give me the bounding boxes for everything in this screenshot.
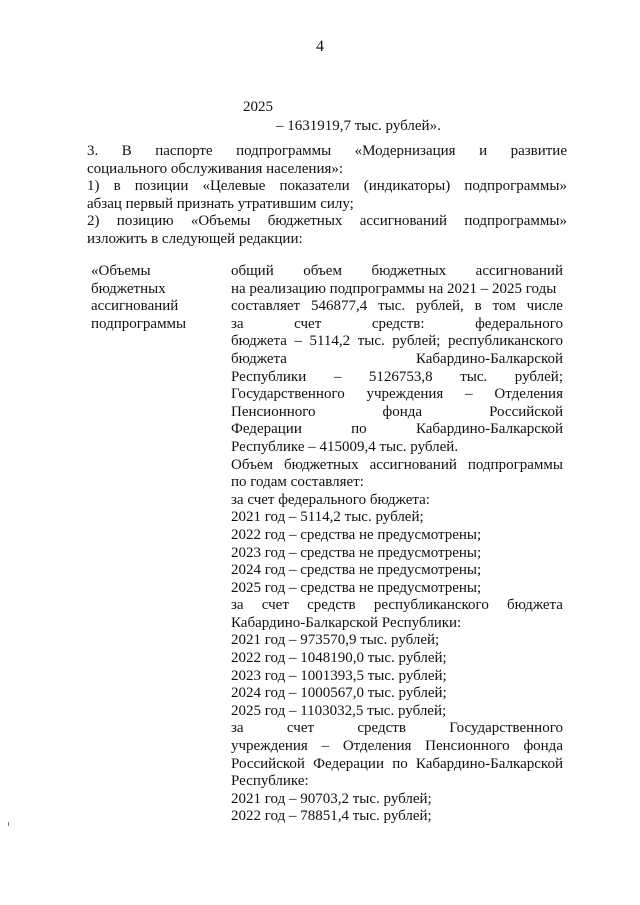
word: объем — [303, 263, 342, 279]
word: тыс. — [357, 333, 385, 350]
word: – — [294, 333, 302, 350]
word: Федерации — [313, 755, 384, 772]
word: том — [492, 298, 516, 315]
table_text-line — [231, 316, 563, 334]
table-label-cell — [91, 263, 221, 333]
word: бюджета — [231, 333, 287, 350]
word: – — [333, 368, 342, 385]
word: ассигнований — [475, 263, 563, 279]
word: Кабардино-Балкарской — [415, 755, 563, 772]
word: Федерации — [231, 421, 302, 438]
word: ассигнований — [369, 456, 457, 473]
word: Пенсионного — [425, 738, 510, 755]
word: подпрограммы» — [464, 213, 567, 230]
word: рублей, — [416, 298, 464, 315]
word: подпрограммы — [467, 456, 563, 473]
word: тыс. — [378, 298, 406, 315]
continuation-amount: – 1631919,7 тыс. рублей». — [276, 118, 441, 134]
table_text-line: за счет федерального бюджета: — [231, 491, 430, 508]
word: Российской — [231, 755, 305, 772]
word: бюджета — [507, 597, 563, 614]
word: составляет — [231, 298, 301, 315]
word: фонда — [382, 403, 423, 420]
word: счет — [294, 315, 322, 332]
word: рублей; — [514, 368, 563, 385]
table_text-line: 2022 год – 1048190,0 тыс. рублей; — [231, 650, 447, 667]
table_text-line — [231, 351, 563, 369]
table_text-line: 2025 год – средства не предусмотрены; — [231, 579, 482, 596]
word: «Объемы — [190, 213, 251, 230]
word: в — [474, 298, 482, 315]
table_text-line: 2024 год – 1000567,0 тыс. рублей; — [231, 685, 447, 702]
word: республиканского — [373, 597, 489, 614]
table_text-line: 2023 год – средства не предусмотрены; — [231, 544, 482, 561]
table_text-line — [231, 457, 563, 475]
word: учреждения — [366, 386, 444, 403]
table_text-line — [231, 369, 563, 387]
table_label-line: ассигнований — [91, 298, 179, 315]
table_text-line — [231, 421, 563, 439]
table_text-line — [231, 333, 563, 351]
word: – — [321, 738, 330, 755]
word: «Целевые — [202, 178, 266, 195]
word: тыс. — [460, 368, 488, 385]
word: 546877,4 — [310, 298, 368, 315]
word: 1) — [87, 178, 100, 195]
continuation-year: 2025 — [243, 99, 273, 115]
table_text-line: 2021 год – 5114,2 тыс. рублей; — [231, 509, 424, 526]
table_text-line: 2024 год – средства не предусмотрены; — [231, 562, 482, 579]
body-line: социального обслуживания населения»: — [87, 160, 344, 177]
word: позиции — [134, 178, 189, 195]
word: средств: — [371, 315, 425, 332]
table_text-line: 2022 год – средства не предусмотрены; — [231, 526, 482, 543]
word: средств — [357, 720, 406, 737]
word: Объем — [231, 456, 273, 473]
body-line: абзац первый признать утратившим силу; — [87, 195, 354, 212]
table-content-cell — [231, 263, 563, 826]
table_label-line: подпрограммы — [91, 315, 187, 332]
margin-mark — [8, 822, 9, 826]
word: рублей; — [392, 333, 441, 350]
word: «Модернизация — [354, 143, 456, 159]
word: ассигнований — [359, 213, 448, 230]
body-line — [87, 213, 567, 231]
table_text-line: 2025 год – 1103032,5 тыс. рублей; — [231, 702, 447, 719]
word: развитие — [510, 143, 567, 159]
table_text-line — [231, 597, 563, 615]
table_text-line — [231, 738, 563, 756]
table_text-line — [231, 386, 563, 404]
word: счет — [261, 597, 289, 614]
word: Кабардино-Балкарской — [415, 350, 563, 367]
table_text-line: на реализацию подпрограммы на 2021 – 2025 годы — [231, 280, 557, 297]
word: подпрограммы — [236, 143, 332, 159]
table_text-line: 2023 год – 1001393,5 тыс. рублей; — [231, 667, 447, 684]
word: в — [113, 178, 121, 195]
word: счет — [286, 720, 315, 737]
table_label-line: бюджетных — [91, 280, 166, 297]
word: 5126753,8 — [368, 368, 433, 385]
word: Государственного — [231, 386, 345, 403]
word: и — [479, 143, 488, 159]
word: бюджетных — [371, 263, 447, 279]
word: общий — [231, 263, 274, 279]
table_text-line — [231, 404, 563, 422]
table_text-line — [231, 720, 563, 738]
word: (индикаторы) — [363, 178, 451, 195]
table_text-line — [231, 298, 563, 316]
table_label-line: «Объемы — [91, 263, 151, 279]
table_text-line: 2021 год – 90703,2 тыс. рублей; — [231, 790, 432, 807]
word: Кабардино-Балкарской — [415, 421, 563, 438]
word: 3. — [87, 143, 99, 159]
word: по — [351, 421, 367, 438]
word: Российской — [489, 403, 563, 420]
word: за — [231, 315, 244, 332]
table_text-line — [231, 263, 563, 281]
word: по — [392, 755, 408, 772]
body-line: изложить в следующей редакции: — [87, 230, 303, 247]
word: числе — [526, 298, 563, 315]
table_text-line: Кабардино-Балкарской Республики: — [231, 614, 462, 631]
table_text-line: по годам составляет: — [231, 474, 364, 491]
word: подпрограммы» — [464, 178, 567, 195]
table_text-line: 2021 год – 973570,9 тыс. рублей; — [231, 632, 440, 649]
word: учреждения — [231, 738, 308, 755]
word: средств — [307, 597, 356, 614]
word: за — [231, 720, 244, 737]
body-line — [87, 143, 567, 161]
word: В — [121, 143, 132, 159]
word: бюджетных — [267, 213, 343, 230]
word: 2) — [87, 213, 100, 230]
word: – — [465, 386, 473, 403]
word: Пенсионного — [231, 403, 316, 420]
word: Государственного — [449, 720, 563, 737]
body-line — [87, 178, 567, 196]
table_text-line: Республике: — [231, 773, 309, 790]
word: Отделения — [494, 386, 563, 403]
table_text-line — [231, 756, 563, 774]
word: бюджетных — [283, 456, 359, 473]
page-number: 4 — [316, 38, 324, 55]
word: 5114,2 — [309, 333, 351, 350]
word: Республики — [231, 368, 307, 385]
word: паспорте — [155, 143, 213, 159]
word: позицию — [116, 213, 174, 230]
word: показатели — [279, 178, 350, 195]
word: за — [231, 597, 244, 614]
word: республиканского — [447, 333, 563, 350]
word: бюджета — [231, 350, 287, 367]
word: Отделения — [342, 738, 412, 755]
table_text-line: Республике – 415009,4 тыс. рублей. — [231, 438, 459, 455]
word: фонда — [523, 738, 563, 755]
table_text-line: 2022 год – 78851,4 тыс. рублей; — [231, 808, 432, 825]
word: федерального — [475, 315, 563, 332]
body-paragraphs — [87, 143, 567, 249]
